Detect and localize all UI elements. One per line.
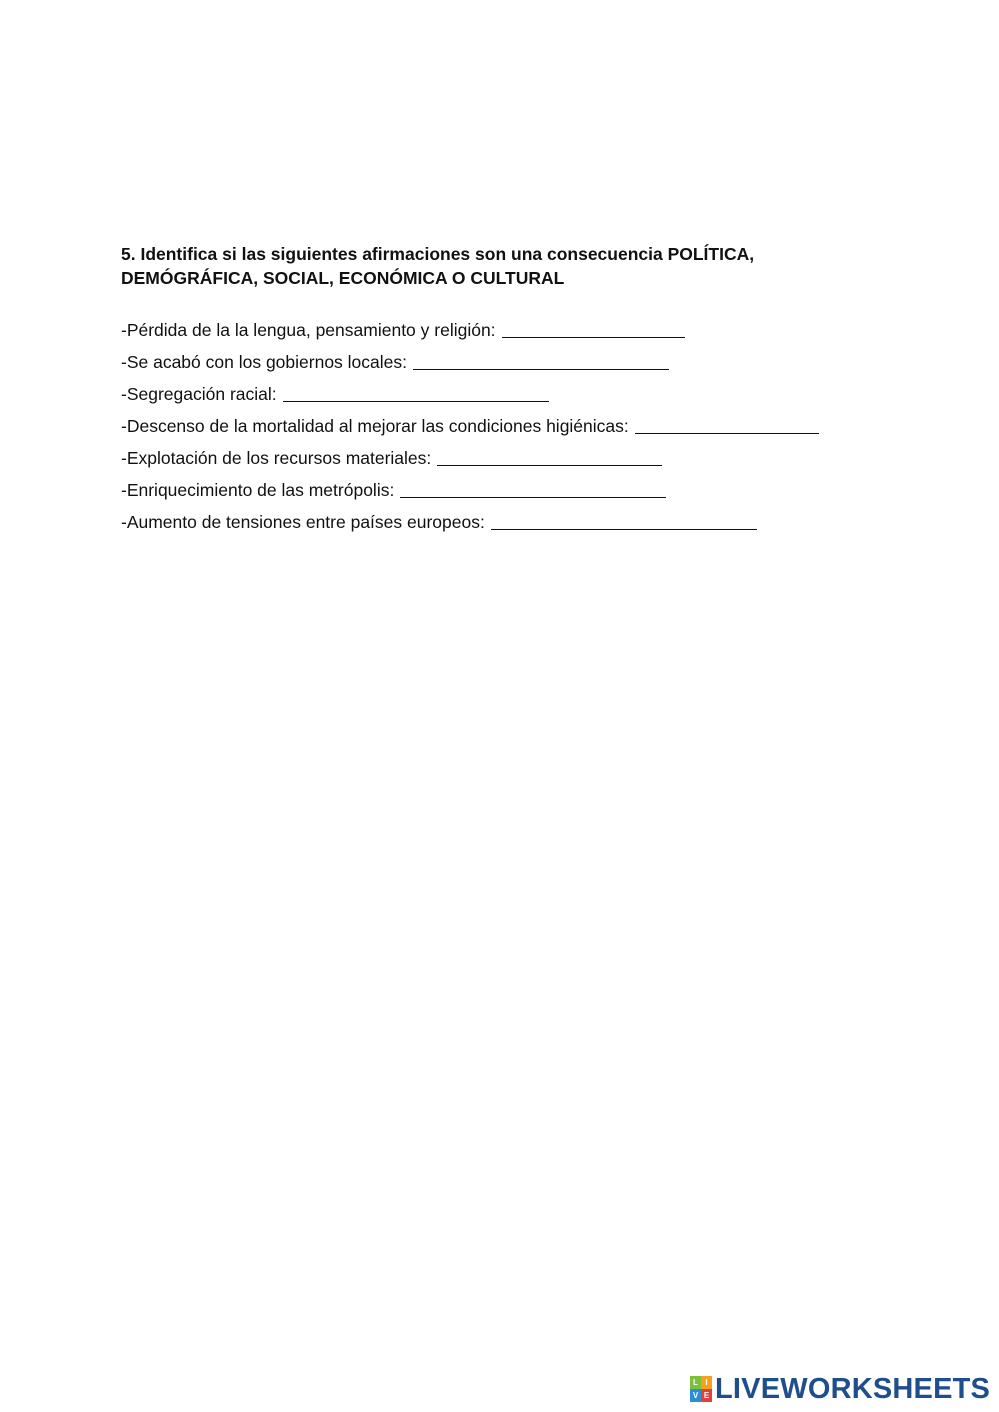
liveworksheets-logo-text: LIVEWORKSHEETS (715, 1372, 991, 1405)
statement-text: -Descenso de la mortalidad al mejorar las condiciones higiénicas: (121, 416, 629, 436)
logo-mark-letter: E (701, 1389, 712, 1402)
question-heading-line-2: DEMÓGRÁFICA, SOCIAL, ECONÓMICA O CULTURAL (121, 268, 565, 288)
answer-blank[interactable] (491, 511, 757, 530)
statement-item (121, 442, 941, 474)
liveworksheets-logo (690, 1372, 990, 1406)
statement-item (121, 346, 941, 378)
statement-item (121, 378, 941, 410)
answer-blank[interactable] (502, 319, 685, 338)
statement-list (121, 314, 941, 538)
answer-blank[interactable] (400, 479, 666, 498)
statement-text: -Aumento de tensiones entre países europeos: (121, 512, 485, 532)
statement-item (121, 506, 941, 538)
statement-item (121, 410, 941, 442)
answer-blank[interactable] (635, 415, 819, 434)
answer-blank[interactable] (413, 351, 669, 370)
answer-blank[interactable] (437, 447, 662, 466)
question-heading (121, 242, 881, 290)
logo-mark-letter: V (690, 1389, 701, 1402)
answer-blank[interactable] (283, 383, 549, 402)
statement-item (121, 474, 941, 506)
question-heading-line-1: 5. Identifica si las siguientes afirmaciones son una consecuencia POLÍTICA, (121, 244, 755, 264)
statement-text: -Enriquecimiento de las metrópolis: (121, 480, 395, 500)
statement-text: -Pérdida de la la lengua, pensamiento y religión: (121, 320, 496, 340)
statement-text: -Segregación racial: (121, 384, 277, 404)
statement-text: -Explotación de los recursos materiales: (121, 448, 432, 468)
statement-item (121, 314, 941, 346)
statement-text: -Se acabó con los gobiernos locales: (121, 352, 408, 372)
logo-mark-letter: I (701, 1376, 712, 1389)
liveworksheets-logo-icon (690, 1376, 712, 1402)
logo-mark-letter: L (690, 1376, 701, 1389)
